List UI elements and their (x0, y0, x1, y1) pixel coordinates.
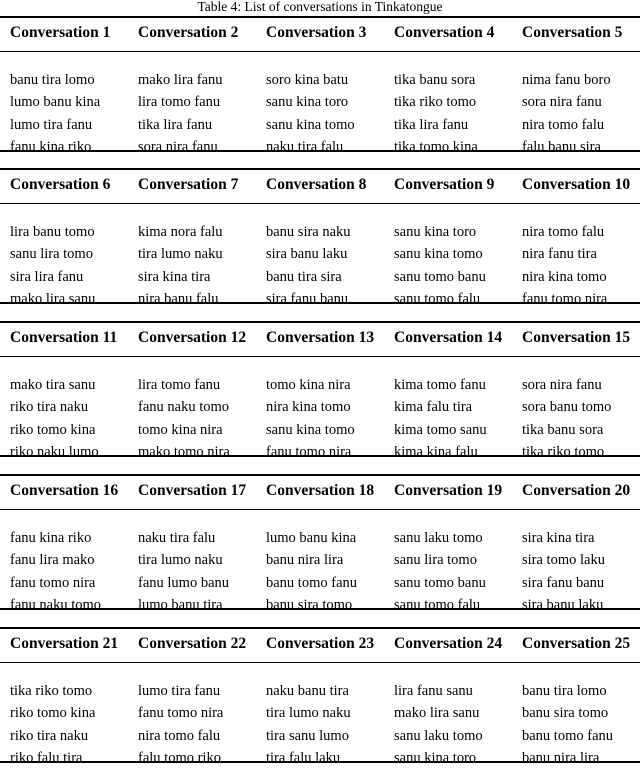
conversation-column (384, 16, 512, 153)
conversation-line: tomo kina nira (138, 422, 223, 438)
conversation-line: nira banu falu (138, 291, 219, 307)
conversation-title: Conversation 9 (394, 176, 495, 193)
conversation-column (0, 16, 128, 153)
conversation-column (512, 627, 640, 764)
conversation-title: Conversation 4 (394, 24, 495, 41)
conversation-column (128, 321, 256, 458)
conversation-line: mako lira fanu (138, 72, 223, 88)
conversation-title: Conversation 6 (10, 176, 111, 193)
conversation-line: tira lumo naku (138, 246, 223, 262)
conversation-line: sanu laku tomo (394, 530, 483, 546)
conversation-line: kima tomo sanu (394, 422, 487, 438)
conversation-line: tika lira fanu (394, 117, 469, 133)
conversation-line: lumo tira fanu (10, 117, 93, 133)
conversation-line: sanu kina toro (394, 750, 477, 766)
conversation-line: sanu kina tomo (266, 422, 355, 438)
conversation-line: banu sira naku (266, 224, 351, 240)
conversation-line: kima tomo fanu (394, 377, 486, 393)
conversation-line: fanu tomo nira (522, 291, 608, 307)
conversation-column (512, 474, 640, 611)
conversation-line: banu tira lomo (10, 72, 95, 88)
conversation-line: fanu kina riko (10, 139, 92, 155)
conversation-column (128, 168, 256, 305)
conversation-line: riko naku lumo (10, 444, 99, 460)
conversation-line: lumo banu kina (10, 94, 101, 110)
conversation-line: nira kina tomo (522, 269, 607, 285)
conversation-line: sora nira fanu (138, 139, 218, 155)
conversation-column (256, 627, 384, 764)
conversation-line: tira sanu lumo (266, 728, 349, 744)
conversation-title: Conversation 8 (266, 176, 367, 193)
conversation-line: sira kina tira (522, 530, 595, 546)
conversation-line: kima kina falu (394, 444, 478, 460)
conversation-line: sira fanu banu (522, 575, 605, 591)
conversation-line: sira fanu banu (266, 291, 349, 307)
conversation-title: Conversation 23 (266, 635, 375, 652)
conversation-line: tira lumo naku (266, 705, 351, 721)
conversation-line: sanu kina toro (394, 224, 477, 240)
conversation-title: Conversation 20 (522, 482, 631, 499)
conversation-line: tika riko tomo (522, 444, 605, 460)
conversation-line: soro kina batu (266, 72, 349, 88)
conversation-title: Conversation 1 (10, 24, 111, 41)
conversation-column (128, 16, 256, 153)
conversation-column (128, 474, 256, 611)
conversation-title: Conversation 5 (522, 24, 623, 41)
conversation-line: lumo banu kina (266, 530, 357, 546)
conversation-line: sira banu laku (266, 246, 348, 262)
conversation-line: sanu lira tomo (394, 552, 477, 568)
conversation-line: nima fanu boro (522, 72, 611, 88)
conversation-title: Conversation 18 (266, 482, 375, 499)
conversation-line: tika banu sora (522, 422, 604, 438)
conversation-line: sanu kina tomo (266, 117, 355, 133)
conversation-line: fanu naku tomo (10, 597, 102, 613)
conversation-column (512, 16, 640, 153)
conversation-line: lira fanu sanu (394, 683, 473, 699)
conversation-column (256, 168, 384, 305)
conversation-line: riko tomo kina (10, 422, 96, 438)
conversation-line: sora nira fanu (522, 377, 602, 393)
conversation-line: sanu laku tomo (394, 728, 483, 744)
conversation-line: sora banu tomo (522, 399, 612, 415)
conversation-line: falu banu sira (522, 139, 601, 155)
conversation-line: banu nira lira (522, 750, 600, 766)
conversation-line: kima nora falu (138, 224, 223, 240)
conversation-line: sanu tomo banu (394, 575, 486, 591)
conversation-line: banu tira lomo (522, 683, 607, 699)
conversation-line: riko tira naku (10, 399, 89, 415)
conversation-title: Conversation 10 (522, 176, 631, 193)
conversation-line: tika tomo kina (394, 139, 478, 155)
table-block (0, 321, 640, 458)
table-block (0, 168, 640, 305)
conversation-line: tira lumo naku (138, 552, 223, 568)
conversation-title: Conversation 7 (138, 176, 239, 193)
conversation-column (256, 321, 384, 458)
conversation-line: naku tira falu (138, 530, 216, 546)
conversation-title: Conversation 15 (522, 329, 631, 346)
conversation-line: sanu tomo falu (394, 597, 481, 613)
conversation-column (384, 474, 512, 611)
table-caption: Table 4: List of conversations in Tinkatongue (197, 0, 443, 14)
conversation-line: sanu lira tomo (10, 246, 93, 262)
conversation-line: riko tomo kina (10, 705, 96, 721)
conversation-title: Conversation 24 (394, 635, 503, 652)
conversation-line: sira banu laku (522, 597, 604, 613)
conversation-title: Conversation 22 (138, 635, 247, 652)
conversation-column (0, 474, 128, 611)
conversation-line: naku banu tira (266, 683, 349, 699)
conversation-line: sira kina tira (138, 269, 211, 285)
conversation-title: Conversation 17 (138, 482, 247, 499)
conversation-line: lira banu tomo (10, 224, 95, 240)
conversation-column (384, 321, 512, 458)
conversation-line: banu sira tomo (266, 597, 353, 613)
conversation-line: tira falu laku (266, 750, 341, 766)
conversation-line: mako tira sanu (10, 377, 96, 393)
conversation-line: tika riko tomo (10, 683, 93, 699)
conversation-line: banu tira sira (266, 269, 342, 285)
conversation-line: fanu kina riko (10, 530, 92, 546)
conversation-line: lumo banu tira (138, 597, 223, 613)
conversation-title: Conversation 11 (10, 329, 118, 346)
conversation-line: fanu tomo nira (266, 444, 352, 460)
conversation-title: Conversation 13 (266, 329, 375, 346)
conversation-line: fanu lira mako (10, 552, 95, 568)
table-block (0, 474, 640, 611)
conversation-column (384, 627, 512, 764)
conversation-line: lumo tira fanu (138, 683, 221, 699)
conversation-line: tika lira fanu (138, 117, 213, 133)
conversation-line: riko tira naku (10, 728, 89, 744)
conversation-line: mako lira sanu (10, 291, 96, 307)
conversation-line: sanu kina toro (266, 94, 349, 110)
conversation-line: fanu naku tomo (138, 399, 230, 415)
conversation-line: banu sira tomo (522, 705, 609, 721)
conversation-title: Conversation 21 (10, 635, 119, 652)
conversation-line: banu nira lira (266, 552, 344, 568)
conversation-line: falu tomo riko (138, 750, 221, 766)
conversation-line: mako tomo nira (138, 444, 230, 460)
conversation-line: banu tomo fanu (522, 728, 614, 744)
conversation-column (512, 168, 640, 305)
conversation-line: sanu tomo falu (394, 291, 481, 307)
conversation-line: nira tomo falu (138, 728, 221, 744)
conversation-line: sira lira fanu (10, 269, 84, 285)
conversation-line: fanu lumo banu (138, 575, 230, 591)
conversation-line: lira tomo fanu (138, 377, 221, 393)
conversation-line: riko falu tira (10, 750, 83, 766)
conversation-line: fanu tomo nira (138, 705, 224, 721)
conversation-title: Conversation 14 (394, 329, 503, 346)
conversation-line: nira kina tomo (266, 399, 351, 415)
table-block (0, 627, 640, 764)
conversation-title: Conversation 19 (394, 482, 503, 499)
conversation-title: Conversation 16 (10, 482, 119, 499)
conversation-column (256, 474, 384, 611)
conversation-column (384, 168, 512, 305)
conversation-line: tomo kina nira (266, 377, 351, 393)
conversation-line: sanu kina tomo (394, 246, 483, 262)
conversation-line: banu tomo fanu (266, 575, 358, 591)
conversation-line: nira tomo falu (522, 117, 605, 133)
conversation-line: tika banu sora (394, 72, 476, 88)
conversation-title: Conversation 25 (522, 635, 631, 652)
conversation-line: nira tomo falu (522, 224, 605, 240)
conversation-line: lira tomo fanu (138, 94, 221, 110)
conversation-line: sira tomo laku (522, 552, 605, 568)
conversation-line: naku tira falu (266, 139, 344, 155)
conversation-title: Conversation 12 (138, 329, 247, 346)
conversation-column (0, 321, 128, 458)
conversation-line: sora nira fanu (522, 94, 602, 110)
table-block (0, 16, 640, 153)
conversation-title: Conversation 3 (266, 24, 367, 41)
conversation-column (0, 627, 128, 764)
conversation-line: mako lira sanu (394, 705, 480, 721)
conversation-line: nira fanu tira (522, 246, 597, 262)
conversation-line: kima falu tira (394, 399, 473, 415)
conversation-column (256, 16, 384, 153)
conversation-column (128, 627, 256, 764)
conversation-title: Conversation 2 (138, 24, 239, 41)
conversation-column (0, 168, 128, 305)
conversation-line: fanu tomo nira (10, 575, 96, 591)
conversation-column (512, 321, 640, 458)
conversation-line: tika riko tomo (394, 94, 477, 110)
conversation-line: sanu tomo banu (394, 269, 486, 285)
